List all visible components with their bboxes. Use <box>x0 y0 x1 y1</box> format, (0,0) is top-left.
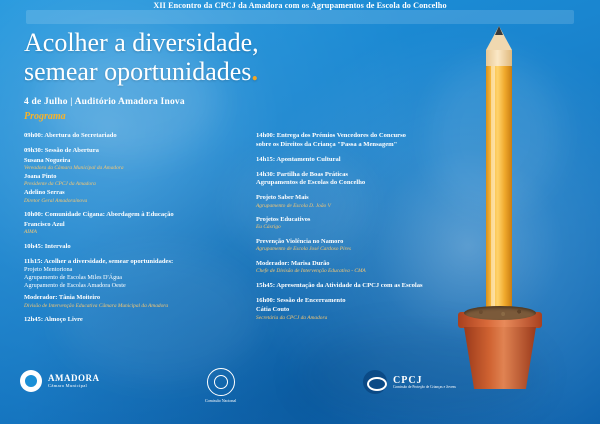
program-time: 15h45: Apresentação da Atividade da CPCJ com as Escolas <box>256 281 423 289</box>
project-org: Eu Cásrigo <box>256 224 281 231</box>
headline-line-2: semear oportunidades <box>24 57 252 87</box>
pencil-illustration <box>452 26 548 386</box>
moderator-role: Divisão de Intervenção Educativa Câmara Municipal da Amadora <box>24 302 169 309</box>
pencil-lead <box>495 26 503 35</box>
program-line: Projeto Mentoriona <box>24 266 73 274</box>
project-name: Projetos Educativos <box>256 216 311 224</box>
pencil-body <box>486 66 512 326</box>
program-line: sobre os Direitos da Criança "Passa a Mensagem" <box>256 140 398 148</box>
pencil-wood <box>486 50 512 66</box>
banner-bar <box>26 10 574 24</box>
program-column-left <box>24 132 242 331</box>
project-name: Projeto Saber Mais <box>256 194 309 202</box>
program-time: 10h00: Comunidade Cigana: Abordagem à Educação <box>24 211 174 219</box>
program-line: Agrupamentos de Escolas do Concelho <box>256 179 366 187</box>
moderator-name: Moderador: Tânia Moiteiro <box>24 294 101 302</box>
speaker-name: Cátia Couto <box>256 306 290 314</box>
amadora-mark-icon <box>20 370 42 392</box>
banner-text: XII Encontro da CPCJ da Amadora com os Agrupamentos de Escola do Concelho <box>153 1 447 10</box>
program-time: 16h00: Sessão de Encerramento <box>256 296 346 304</box>
logo-comissao-nacional <box>205 368 236 403</box>
pencil-icon <box>486 26 512 326</box>
moderator-name: Moderador: Marisa Durão <box>256 259 330 267</box>
program-time: 14h15: Apontamento Cultural <box>256 155 341 163</box>
program-time: 11h15: Acolher a diversidade, semear oportunidades: <box>24 257 174 265</box>
soil-texture <box>468 308 532 318</box>
speaker-name: Adelino Serras <box>24 189 65 197</box>
ring-icon <box>207 368 235 396</box>
program-columns <box>24 132 494 331</box>
program-item <box>24 243 242 252</box>
moderator-role: Chefe de Divisão de Intervenção Educativa - CMA <box>256 268 366 275</box>
program-item <box>24 132 242 141</box>
speaker-role: Diretor Geral Amadorainova <box>24 197 88 204</box>
speaker-name: Francisco Azul <box>24 220 65 228</box>
program-time: 09h30: Sessão de Abertura <box>24 147 99 155</box>
speaker-role: Presidente da CPCJ da Amadora <box>24 181 96 188</box>
pencil-highlight <box>491 66 495 326</box>
cpcj-mark-icon <box>363 370 387 394</box>
page-title <box>24 28 259 86</box>
center-logo-caption: Comissão Nacional <box>205 398 237 403</box>
program-line: Agrupamento de Escolas Miles D'Água <box>24 274 123 282</box>
program-time: 09h00: Abertura do Secretariado <box>24 132 117 139</box>
headline-line-1: Acolher a diversidade, <box>24 28 259 57</box>
program-time: 14h00: Entrega dos Prémios Vencedores do Concurso <box>256 132 406 139</box>
speaker-role: Vereadora da Câmara Municipal da Amadora <box>24 164 124 171</box>
program-item <box>24 147 242 205</box>
headline-period: . <box>251 57 258 87</box>
speaker-role: AIMA <box>24 229 37 236</box>
cpcj-title: CPCJ <box>393 374 423 386</box>
logo-cpcj <box>363 370 456 394</box>
amadora-title: AMADORA <box>48 372 100 383</box>
program-item <box>24 211 242 236</box>
project-org: Agrupamento de Escola José Cardoso Pires <box>256 246 351 253</box>
program-item <box>24 316 242 325</box>
headline-line-2-wrap <box>24 57 259 86</box>
program-time: 10h45: Intervalo <box>24 242 71 250</box>
speaker-name: Susana Nogueira <box>24 156 71 164</box>
program-item <box>24 258 242 310</box>
cpcj-subtitle: Comissão de Proteção de Crianças e Jovens <box>393 384 456 389</box>
program-time: 12h45: Almoço Livre <box>24 316 83 324</box>
project-name: Prevenção Violência no Namoro <box>256 238 344 245</box>
amadora-subtitle: Câmara Municipal <box>48 383 88 389</box>
date-venue: 4 de Julho | Auditório Amadora Inova <box>24 97 185 107</box>
logo-amadora <box>20 370 100 392</box>
program-time: 14h30: Partilha de Boas Práticas <box>256 170 348 178</box>
speaker-name: Joana Pinto <box>24 172 57 180</box>
programa-label: Programa <box>24 111 66 122</box>
speaker-role: Secretária da CPCJ da Amadora <box>256 314 328 321</box>
footer-logos <box>0 370 600 410</box>
program-line: Agrupamento de Escolas Amadora Oeste <box>24 282 126 290</box>
project-org: Agrupamento de Escola D. João V <box>256 202 331 209</box>
